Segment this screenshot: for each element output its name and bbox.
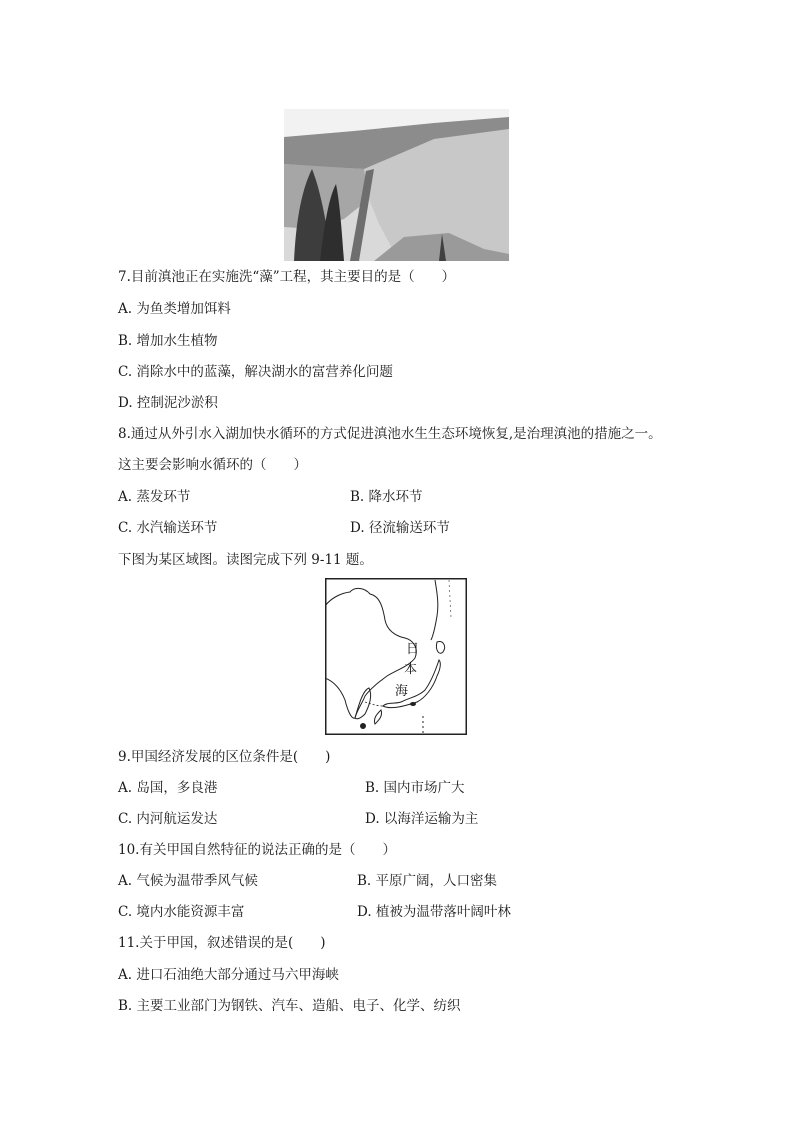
q7-option-c[interactable]: C. 消除水中的蓝藻，解决湖水的富营养化问题 (118, 364, 393, 380)
q8-option-c[interactable]: C. 水汽输送环节 (118, 520, 218, 536)
q8-stem-line2: 这主要会影响水循环的（ ） (118, 457, 307, 473)
q10-option-c[interactable]: C. 境内水能资源丰富 (118, 904, 245, 920)
q10-option-b[interactable]: B. 平原广阔，人口密集 (357, 873, 498, 889)
map-label-hai: 海 (395, 684, 409, 699)
q8-option-a[interactable]: A. 蒸发环节 (118, 489, 191, 505)
intro-text: 下图为某区域图。读图完成下列 9-11 题。 (118, 552, 373, 568)
q11-option-a[interactable]: A. 进口石油绝大部分通过马六甲海峡 (118, 967, 339, 983)
q8-stem-line1: 8.通过从外引水入湖加快水循环的方式促进滇池水生生态环境恢复,是治理滇池的措施之一。 (118, 426, 662, 442)
q7-stem: 7.目前滇池正在实施洗“藻”工程，其主要目的是（ ） (118, 269, 456, 285)
q7-option-b[interactable]: B. 增加水生植物 (118, 333, 218, 349)
map-label-ri: 日 (406, 642, 420, 657)
map-label-ben: 本 (404, 662, 418, 677)
region-map (325, 578, 467, 735)
q7-option-d[interactable]: D. 控制泥沙淤积 (118, 395, 218, 411)
q8-option-d[interactable]: D. 径流输送环节 (350, 520, 450, 536)
q9-stem: 9.甲国经济发展的区位条件是( ) (118, 749, 331, 765)
q9-option-a[interactable]: A. 岛国，多良港 (118, 780, 218, 796)
q9-option-b[interactable]: B. 国内市场广大 (365, 780, 465, 796)
q10-stem: 10.有关甲国自然特征的说法正确的是（ ） (118, 842, 396, 858)
q9-option-c[interactable]: C. 内河航运发达 (118, 811, 218, 827)
q9-option-d[interactable]: D. 以海洋运输为主 (365, 811, 479, 827)
q7-option-a[interactable]: A. 为鱼类增加饵料 (118, 301, 231, 317)
lake-photo (284, 109, 509, 261)
q11-stem: 11.关于甲国，叙述错误的是( ) (118, 935, 326, 951)
q11-option-b[interactable]: B. 主要工业部门为钢铁、汽车、造船、电子、化学、纺织 (118, 998, 461, 1014)
q8-option-b[interactable]: B. 降水环节 (350, 489, 423, 505)
q10-option-a[interactable]: A. 气候为温带季风气候 (118, 873, 258, 889)
q10-option-d[interactable]: D. 植被为温带落叶阔叶林 (357, 904, 511, 920)
